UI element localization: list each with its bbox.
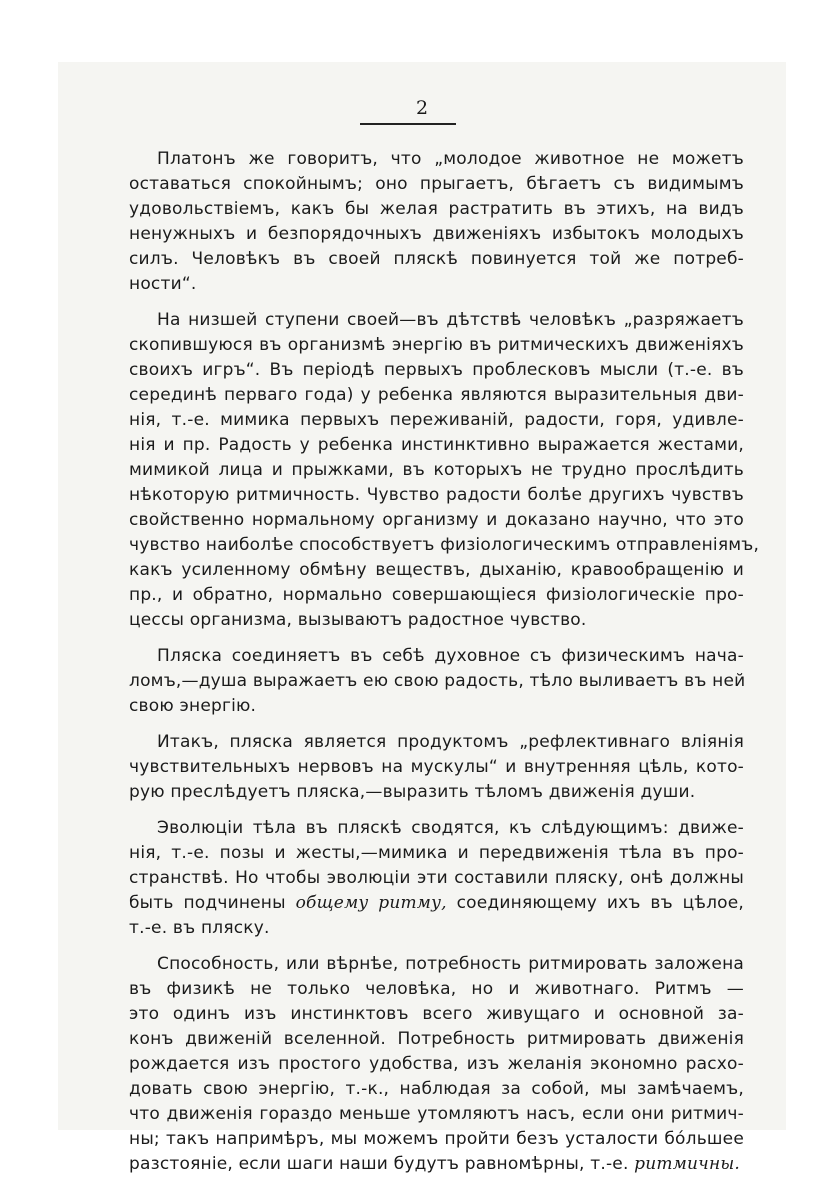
- emphasis-general-rhythm: общему ритму,: [295, 893, 447, 913]
- text-fragment: быть подчинены: [129, 893, 296, 913]
- paragraph-5: [129, 816, 744, 941]
- text-line: цессы организма, вызываютъ радостное чувство.: [129, 610, 587, 630]
- text-line: Эволюціи тѣла въ пляскѣ сводятся, къ слѣдующимъ: движе-: [157, 818, 744, 838]
- text-line: чувствительныхъ нервовъ на мускулы“ и внутренняя цѣль, кото-: [129, 757, 744, 777]
- text-line: Пляска соединяетъ въ себѣ духовное съ физическимъ нача-: [157, 646, 744, 666]
- text-line: т.-е. въ пляску.: [129, 918, 270, 938]
- text-line: конъ движеній вселенной. Потребность ритмировать движенія: [129, 1029, 744, 1049]
- paragraph-6: [129, 952, 744, 1177]
- emphasis-rhythmic: ритмичны.: [634, 1154, 740, 1174]
- text-line: скопившуюся въ организмѣ энергію въ ритмическихъ движеніяхъ: [129, 335, 744, 355]
- text-line: нія, т.-е. мимика первыхъ переживаній, радости, горя, удивле-: [129, 410, 744, 430]
- text-fragment: разстояніе, если шаги наши будутъ равномѣрны, т.-е.: [129, 1154, 635, 1174]
- text-line: довать свою энергію, т.-к., наблюдая за собой, мы замѣчаемъ,: [129, 1079, 744, 1099]
- text-line: въ физикѣ не только человѣка, но и животнаго. Ритмъ —: [129, 979, 744, 999]
- text-line: Платонъ же говоритъ, что „молодое животное не можетъ: [157, 149, 744, 169]
- text-line: оставаться спокойнымъ; оно прыгаетъ, бѣгаетъ съ видимымъ: [129, 174, 744, 194]
- text-line-with-emphasis: [129, 891, 744, 916]
- paragraph-2: [129, 308, 760, 633]
- text-line: ломъ,—душа выражаетъ ею свою радость, тѣло выливаетъ въ ней: [129, 671, 746, 691]
- text-line: свою энергію.: [129, 696, 257, 716]
- text-line: пр., и обратно, нормально совершающіеся физіологическіе про-: [129, 585, 744, 605]
- text-line: Итакъ, пляска является продуктомъ „рефлективнаго вліянія: [157, 732, 744, 752]
- text-line: рую преслѣдуетъ пляска,—выразить тѣломъ движенія души.: [129, 782, 696, 802]
- text-line: На низшей ступени своей—въ дѣтствѣ человѣкъ „разряжаетъ: [157, 310, 744, 330]
- page-number: 2: [415, 97, 429, 119]
- text-line: ности“.: [129, 274, 197, 294]
- text-line: ны; такъ напримѣръ, мы можемъ пройти безъ усталости бóльшее: [129, 1129, 744, 1149]
- text-line: чувство наиболѣе способствуетъ физіологическимъ отправленіямъ,: [129, 535, 760, 555]
- text-line: нія и пр. Радость у ребенка инстинктивно выражается жестами,: [129, 435, 744, 455]
- text-line: свойственно нормальному организму и доказано научно, что это: [129, 510, 744, 530]
- text-fragment: соединяющему ихъ въ цѣлое,: [446, 893, 745, 913]
- book-page: [58, 62, 786, 1174]
- text-line: мимикой лица и прыжками, въ которыхъ не трудно прослѣдить: [129, 460, 744, 480]
- text-line: странствѣ. Но чтобы эволюціи эти составили пляску, онѣ должны: [129, 868, 744, 888]
- text-line: нѣкоторую ритмичность. Чувство радости болѣе другихъ чувствъ: [129, 485, 744, 505]
- text-line: удовольствіемъ, какъ бы желая растратить въ этихъ, на видъ: [129, 199, 744, 219]
- text-line: силъ. Человѣкъ въ своей пляскѣ повинуется той же потреб-: [129, 249, 744, 269]
- paragraph-4: [129, 730, 744, 805]
- text-line: ненужныхъ и безпорядочныхъ движеніяхъ избытокъ молодыхъ: [129, 224, 744, 244]
- text-line: нія, т.-е. позы и жесты,—мимика и передвиженія тѣла въ про-: [129, 843, 744, 863]
- text-line: своихъ игръ“. Въ періодѣ первыхъ проблесковъ мысли (т.-е. въ: [129, 360, 744, 380]
- text-line: рождается изъ простого удобства, изъ желанія экономно расхо-: [129, 1054, 744, 1074]
- paragraph-1: [129, 147, 744, 297]
- text-line: серединѣ перваго года) у ребенка являются выразительныя дви-: [129, 385, 744, 405]
- body-text: [129, 147, 760, 1188]
- text-line: какъ усиленному обмѣну веществъ, дыханію, кравообращенію и: [129, 560, 744, 580]
- text-line: что движенія гораздо меньше утомляютъ насъ, если они ритмич-: [129, 1104, 744, 1124]
- page-number-rule: [360, 123, 456, 125]
- text-line-with-emphasis: [129, 1152, 744, 1177]
- text-line: Способность, или вѣрнѣе, потребность ритмировать заложена: [157, 954, 744, 974]
- text-line: это одинъ изъ инстинктовъ всего живущаго и основной за-: [129, 1004, 744, 1024]
- paragraph-3: [129, 644, 744, 719]
